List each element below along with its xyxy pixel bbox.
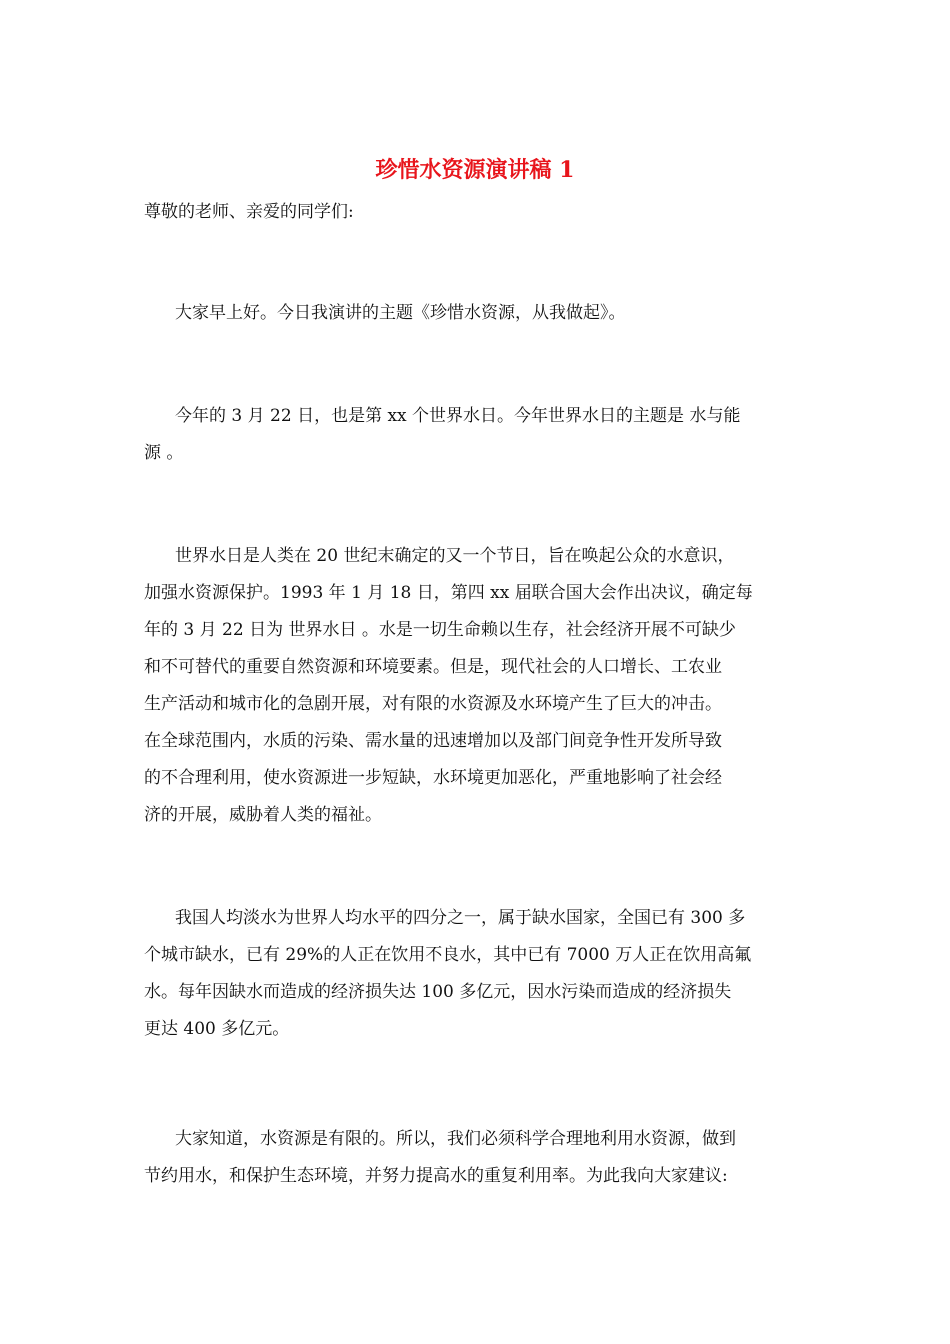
paragraph-world-water-day-history — [144, 538, 808, 834]
paragraph-line: 更达 400 多亿元。 — [144, 1019, 290, 1039]
paragraph-line: 节约用水，和保护生态环境，并努力提高水的重复利用率。为此我向大家建议: — [144, 1166, 728, 1186]
paragraph-line: 今年的 3 月 22 日，也是第 xx 个世界水日。今年世界水日的主题是 水与能 — [175, 406, 741, 426]
paragraph-greeting — [144, 295, 808, 332]
paragraph-line: 我国人均淡水为世界人均水平的四分之一，属于缺水国家，全国已有 300 多 — [175, 908, 746, 928]
paragraph-line: 大家知道，水资源是有限的。所以，我们必须科学合理地利用水资源，做到 — [175, 1129, 736, 1149]
paragraph-water-conservation-proposal — [144, 1121, 808, 1195]
paragraph-line: 加强水资源保护。1993 年 1 月 18 日，第四 xx 届联合国大会作出决议，确定每 — [144, 583, 753, 603]
paragraph-line: 个城市缺水，已有 29%的人正在饮用不良水，其中已有 7000 万人正在饮用高氟 — [144, 945, 752, 965]
paragraph-line: 生产活动和城市化的急剧开展，对有限的水资源及水环境产生了巨大的冲击。 — [144, 694, 722, 714]
paragraph-line: 和不可替代的重要自然资源和环境要素。但是，现代社会的人口增长、工农业 — [144, 657, 722, 677]
salutation: 尊敬的老师、亲爱的同学们: — [144, 202, 354, 222]
paragraph-line: 源 。 — [144, 443, 184, 463]
paragraph-line: 水。每年因缺水而造成的经济损失达 100 多亿元，因水污染而造成的经济损失 — [144, 982, 732, 1002]
paragraph-line: 济的开展，威胁着人类的福祉。 — [144, 805, 382, 825]
paragraph-china-water-shortage — [144, 900, 808, 1048]
paragraph-world-water-day-date — [144, 398, 808, 472]
paragraph-line: 在全球范围内，水质的污染、需水量的迅速增加以及部门间竞争性开发所导致 — [144, 731, 722, 751]
paragraph-line: 年的 3 月 22 日为 世界水日 。水是一切生命赖以生存，社会经济开展不可缺少 — [144, 620, 736, 640]
document-title: 珍惜水资源演讲稿 1 — [375, 157, 575, 183]
paragraph-line: 大家早上好。今日我演讲的主题《珍惜水资源，从我做起》。 — [175, 303, 626, 323]
paragraph-line: 世界水日是人类在 20 世纪末确定的又一个节日，旨在唤起公众的水意识， — [175, 546, 735, 566]
paragraph-line: 的不合理利用，使水资源进一步短缺，水环境更加恶化，严重地影响了社会经 — [144, 768, 722, 788]
